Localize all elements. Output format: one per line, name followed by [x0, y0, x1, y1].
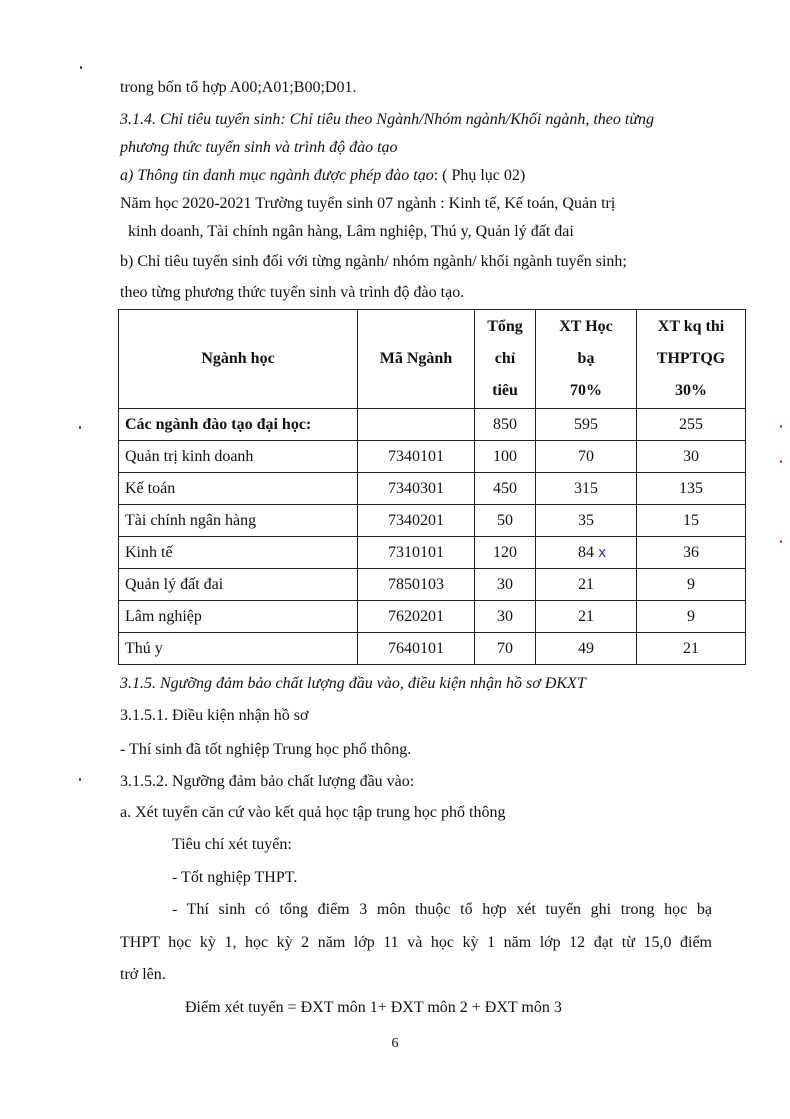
header-tong-chi-tieu: [475, 310, 536, 409]
header-text: THPTQG: [656, 350, 726, 367]
subsection-a-label: a) Thông tin danh mục ngành được phép đào tạo: [120, 167, 434, 184]
text-line: 3.1.5.2. Ngưỡng đảm bảo chất lượng đầu vào:: [120, 773, 415, 790]
text-line: trong bốn tổ hợp A00;A01;B00;D01.: [120, 79, 357, 96]
cell-total: 70: [475, 633, 536, 665]
enrollment-quota-table: [118, 309, 746, 665]
scan-speck: [780, 540, 782, 543]
header-xt-hoc-ba: [536, 310, 637, 409]
cell-thpt: 135: [637, 473, 746, 505]
cell-code: 7340101: [358, 441, 475, 473]
text-line: Tiêu chí xét tuyển:: [172, 836, 292, 853]
cell-name: Kế toán: [119, 473, 358, 505]
table-row: [119, 537, 746, 569]
cell-thpt: 15: [637, 505, 746, 537]
cell-thpt: 9: [637, 569, 746, 601]
cell-name: Kinh tế: [119, 537, 358, 569]
cell-code: [358, 409, 475, 441]
cell-total: 850: [475, 409, 536, 441]
cell-thpt: 255: [637, 409, 746, 441]
scan-speck: [80, 66, 82, 69]
cell-total: 30: [475, 601, 536, 633]
table-row: [119, 409, 746, 441]
text-line: THPT học kỳ 1, học kỳ 2 năm lớp 11 và học kỳ 1 năm lớp 12 đạt từ 15,0 điểm: [120, 934, 712, 951]
table-header-row: [119, 310, 746, 409]
section-heading: 3.1.4. Chỉ tiêu tuyển sinh: Chỉ tiêu theo Ngành/Nhóm ngành/Khối ngành, theo từng: [120, 111, 655, 128]
cell-code: 7310101: [358, 537, 475, 569]
section-heading: 3.1.5. Ngưỡng đảm bảo chất lượng đầu vào, điều kiện nhận hồ sơ ĐKXT: [120, 675, 586, 692]
text-line: b) Chỉ tiêu tuyển sinh đối với từng ngành/ nhóm ngành/ khối ngành tuyển sinh;: [120, 253, 627, 270]
cell-total: 50: [475, 505, 536, 537]
cell-name: Quản lý đất đai: [119, 569, 358, 601]
cell-thpt: 9: [637, 601, 746, 633]
cell-hocba: 595: [536, 409, 637, 441]
cell-total: 120: [475, 537, 536, 569]
cell-code: 7850103: [358, 569, 475, 601]
page-number: 6: [391, 1036, 399, 1051]
text-line: Năm học 2020-2021 Trường tuyển sinh 07 ngành : Kinh tế, Kế toán, Quản trị: [120, 195, 616, 212]
cell-code: 7340201: [358, 505, 475, 537]
cell-thpt: 21: [637, 633, 746, 665]
scan-speck: [79, 426, 81, 429]
cell-hocba: [536, 537, 637, 569]
scan-speck: [79, 778, 81, 781]
cell-hocba: 21: [536, 569, 637, 601]
cell-hocba: 70: [536, 441, 637, 473]
cell-thpt: 30: [637, 441, 746, 473]
header-text: 30%: [675, 382, 707, 399]
scan-speck: [780, 460, 782, 463]
cell-name: Quản trị kinh doanh: [119, 441, 358, 473]
cell-hocba: 35: [536, 505, 637, 537]
header-text: tiêu: [492, 382, 518, 399]
text-line: - Thí sinh đã tốt nghiệp Trung học phổ thông.: [120, 741, 412, 758]
text-line: - Thí sinh có tổng điểm 3 môn thuộc tổ hợp xét tuyển ghi trong học bạ: [172, 901, 712, 918]
cell-name: Tài chính ngân hàng: [119, 505, 358, 537]
text-line: a. Xét tuyển căn cứ vào kết quả học tập trung học phổ thông: [120, 804, 506, 821]
cell-code: 7640101: [358, 633, 475, 665]
formula-line: Điểm xét tuyển = ĐXT môn 1+ ĐXT môn 2 + ĐXT môn 3: [185, 999, 562, 1016]
cell-code: 7620201: [358, 601, 475, 633]
table-row: [119, 441, 746, 473]
cell-hocba: 21: [536, 601, 637, 633]
cell-name: Thú y: [119, 633, 358, 665]
section-heading-cont: phương thức tuyển sinh và trình độ đào tạo: [120, 139, 398, 156]
header-text: XT kq thi: [657, 318, 725, 335]
header-nganh-hoc: Ngành học: [119, 310, 358, 409]
cell-hocba-value: 84: [578, 543, 594, 561]
header-xt-kq-thi: [637, 310, 746, 409]
text-line: kinh doanh, Tài chính ngân hàng, Lâm nghiệp, Thú y, Quản lý đất đai: [128, 223, 574, 240]
table-row: [119, 633, 746, 665]
header-ma-nganh: Mã Ngành: [358, 310, 475, 409]
header-text: Tổng: [487, 318, 523, 335]
header-text: bạ: [577, 350, 595, 367]
scan-speck: [780, 425, 782, 428]
table-row: [119, 473, 746, 505]
text-line: 3.1.5.1. Điều kiện nhận hồ sơ: [120, 707, 309, 724]
cell-thpt: 36: [637, 537, 746, 569]
cell-code: 7340301: [358, 473, 475, 505]
cell-hocba: 315: [536, 473, 637, 505]
cell-total: 450: [475, 473, 536, 505]
header-text: 70%: [570, 382, 602, 399]
handwritten-x-mark: x: [598, 545, 607, 561]
text-line: theo từng phương thức tuyển sinh và trình độ đào tạo.: [120, 284, 465, 301]
cell-name: Lâm nghiệp: [119, 601, 358, 633]
table-row: [119, 569, 746, 601]
text-line: - Tốt nghiệp THPT.: [172, 869, 298, 886]
header-text: chỉ: [494, 350, 516, 367]
subsection-a: a) Thông tin danh mục ngành được phép đào tạo: ( Phụ lục 02): [120, 167, 526, 184]
text-line: trở lên.: [120, 966, 166, 983]
cell-name: Các ngành đào tạo đại học:: [119, 409, 358, 441]
table-row: [119, 601, 746, 633]
header-text: XT Học: [559, 318, 613, 335]
table-row: [119, 505, 746, 537]
cell-hocba: 49: [536, 633, 637, 665]
cell-total: 100: [475, 441, 536, 473]
cell-total: 30: [475, 569, 536, 601]
